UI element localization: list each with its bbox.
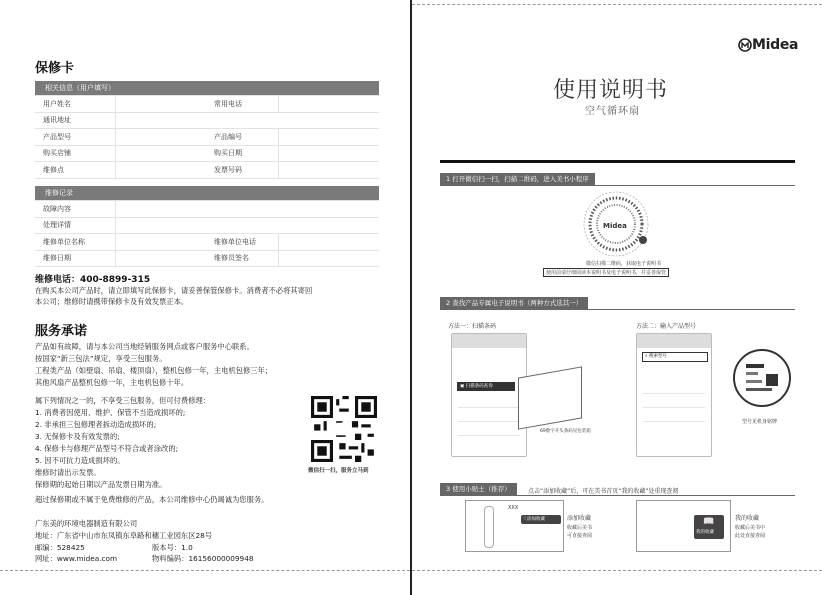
field-label: 用户姓名 bbox=[35, 96, 116, 113]
service-line: 产品如有故障，请与本公司当地经销服务网点或客户服务中心联系。 bbox=[35, 342, 254, 351]
method-1-label: 方法一：扫描条码 bbox=[448, 323, 497, 330]
my-favorites-title: 我的收藏 bbox=[735, 515, 760, 522]
list-item[interactable] bbox=[643, 384, 705, 394]
brand-name: Midea bbox=[752, 37, 799, 53]
add-favorite-note: 可直接查阅 bbox=[567, 533, 593, 539]
field-value[interactable] bbox=[116, 96, 207, 113]
field-value[interactable] bbox=[279, 162, 380, 179]
field-label: 处理详情 bbox=[35, 217, 116, 234]
website: 网址：www.midea.com bbox=[35, 554, 118, 563]
field-label: 故障内容 bbox=[35, 201, 116, 218]
list-item[interactable] bbox=[458, 398, 520, 408]
warranty-page bbox=[0, 0, 410, 595]
field-label: 维修单位名称 bbox=[35, 234, 116, 251]
step-2-label: 2 查找产品专属电子说明书（两种方式选其一） bbox=[440, 297, 588, 309]
repair-record-table bbox=[35, 186, 379, 267]
step-3-text: 点击“添加收藏”后，可在美书首页“我的收藏”处重现查阅 bbox=[528, 488, 679, 495]
hotline-note-2: 本公司；维修时请携带保修卡及有效发票正本。 bbox=[35, 297, 189, 306]
field-label: 维修单位电话 bbox=[206, 234, 279, 251]
field-value[interactable] bbox=[116, 162, 207, 179]
method-2-label: 方法二：输入产品型号 bbox=[636, 323, 697, 330]
model-caption: 型号见机身铭牌 bbox=[742, 419, 778, 425]
add-favorite-title: 添加收藏 bbox=[567, 515, 592, 522]
field-value[interactable] bbox=[116, 217, 380, 234]
field-value[interactable] bbox=[279, 129, 380, 146]
nameplate-magnifier-icon bbox=[732, 348, 792, 408]
field-value[interactable] bbox=[116, 250, 207, 267]
field-value[interactable] bbox=[116, 234, 207, 251]
field-value[interactable] bbox=[279, 250, 380, 267]
exclusion-line: 维修时请出示发票。 bbox=[35, 468, 101, 477]
table-row bbox=[35, 129, 379, 146]
my-favorites-button-label: 我的收藏 bbox=[696, 530, 714, 535]
step-1-notice: 使用前请仔细阅读本说明书及电子说明书，并妥善保管 bbox=[543, 268, 669, 277]
fan-illustration bbox=[484, 506, 494, 548]
section-divider bbox=[440, 160, 795, 163]
user-info-table bbox=[35, 81, 379, 179]
barcode-caption: 69数字开头条码见包装箱 bbox=[540, 429, 591, 434]
qr-caption: 微信扫一扫，服务立马到 bbox=[308, 468, 369, 474]
field-label: 购买店铺 bbox=[35, 145, 116, 162]
top-cut-line bbox=[412, 4, 822, 5]
info-header: 相关信息（用户填写） bbox=[35, 81, 379, 96]
search-icon: ⌕ bbox=[645, 354, 649, 359]
company-name: 广东美的环境电器制造有限公司 bbox=[35, 519, 138, 528]
service-hotline: 维修电话：400-8899-315 bbox=[35, 275, 151, 285]
my-favorites-mockup bbox=[636, 500, 731, 552]
field-label: 通讯地址 bbox=[35, 112, 116, 129]
my-favorites-button[interactable] bbox=[694, 515, 724, 539]
phone-mockup-scan bbox=[451, 333, 527, 457]
list-item[interactable] bbox=[458, 426, 520, 436]
field-label: 发票号码 bbox=[206, 162, 279, 179]
exclusion-line: 保修期的起始日期以产品发票日期为准。 bbox=[35, 480, 167, 489]
table-row bbox=[35, 162, 379, 179]
model-search-input[interactable] bbox=[642, 352, 708, 362]
exclusion-line: 3. 无保修卡及有效发票的; bbox=[35, 432, 120, 441]
step-1-caption: 微信扫描二维码，获取电子说明书 bbox=[586, 261, 662, 267]
field-value[interactable] bbox=[116, 145, 207, 162]
company-address: 地址：广东省中山市东凤镇东阜路和穗工业园东区28号 bbox=[35, 531, 213, 540]
bottom-cut-line bbox=[0, 570, 410, 571]
field-label: 维修员签名 bbox=[206, 250, 279, 267]
step-rule bbox=[440, 495, 795, 496]
step-3-label: 3 使用小贴士（推荐） bbox=[440, 483, 517, 495]
table-row bbox=[35, 234, 379, 251]
scan-barcode-button[interactable] bbox=[457, 382, 515, 391]
list-item[interactable] bbox=[643, 398, 705, 408]
exclusion-line: 2. 非承担三包修理者拆动造成损坏的; bbox=[35, 420, 157, 429]
exclusion-line: 属下列情况之一的，不享受三包服务，但可付费修理： bbox=[35, 396, 211, 405]
warranty-title: 保修卡 bbox=[35, 61, 75, 76]
field-label: 维修日期 bbox=[35, 250, 116, 267]
exclusion-line: 1. 消费者因使用、维护、保管不当造成损坏的; bbox=[35, 408, 186, 417]
product-name: XXX bbox=[508, 505, 519, 511]
table-row bbox=[35, 217, 379, 234]
field-value[interactable] bbox=[116, 129, 207, 146]
table-row bbox=[35, 96, 379, 113]
service-title: 服务承诺 bbox=[35, 324, 88, 339]
step-rule bbox=[440, 185, 795, 186]
table-row bbox=[35, 201, 379, 218]
field-value[interactable] bbox=[279, 96, 380, 113]
add-favorite-button-label: 添加收藏 bbox=[527, 517, 546, 522]
version-number: 版本号：1.0 bbox=[152, 543, 193, 552]
heart-icon: ♡ bbox=[523, 517, 528, 522]
exclusion-line: 超过保修期或不属于免费维修的产品，本公司维修中心仍竭诚为您服务。 bbox=[35, 495, 269, 504]
service-qr-code bbox=[311, 396, 377, 462]
add-favorite-button[interactable] bbox=[521, 515, 561, 524]
field-label: 产品编号 bbox=[206, 129, 279, 146]
field-label: 产品型号 bbox=[35, 129, 116, 146]
field-value[interactable] bbox=[116, 112, 380, 129]
service-line: 其他风扇产品整机包修一年，主电机包修十年。 bbox=[35, 378, 189, 387]
add-favorite-note: 收藏后美书 bbox=[567, 525, 593, 531]
field-label: 维修点 bbox=[35, 162, 116, 179]
scan-icon: ▣ bbox=[460, 384, 466, 389]
step-rule bbox=[440, 309, 795, 310]
midea-logo-icon bbox=[738, 38, 752, 52]
table-row bbox=[35, 112, 379, 129]
material-code: 物料编码：16156000009948 bbox=[152, 554, 254, 563]
field-label: 常用电话 bbox=[206, 96, 279, 113]
list-item[interactable] bbox=[458, 412, 520, 422]
table-row bbox=[35, 250, 379, 267]
field-label: 购买日期 bbox=[206, 145, 279, 162]
scan-button-label: 扫描条码查询 bbox=[465, 384, 493, 389]
service-line: 工程类产品（如壁扇、吊扇、楼顶扇），整机包修一年，主电机包修三年； bbox=[35, 366, 273, 375]
repair-header: 维修记录 bbox=[35, 186, 379, 201]
field-value[interactable] bbox=[279, 234, 380, 251]
qr-brand: Midea bbox=[603, 222, 627, 230]
table-row bbox=[35, 145, 379, 162]
my-favorites-note: 此处直接查阅 bbox=[735, 533, 766, 539]
postcode: 邮编：528425 bbox=[35, 543, 85, 552]
step-1-label: 1 打开微信扫一扫，扫描二维码，进入美书小程序 bbox=[440, 173, 595, 185]
exclusion-line: 5. 因不可抗力造成损坏的。 bbox=[35, 456, 125, 465]
list-item[interactable] bbox=[643, 412, 705, 422]
document-subtitle: 空气循环扇 bbox=[585, 106, 640, 117]
document-title: 使用说明书 bbox=[553, 78, 669, 103]
field-value[interactable] bbox=[116, 201, 380, 218]
search-placeholder: 搜索型号 bbox=[648, 354, 667, 359]
add-favorite-mockup bbox=[465, 500, 564, 552]
service-line: 按国家“新三包法”规定，享受三包服务。 bbox=[35, 354, 167, 363]
field-value[interactable] bbox=[279, 145, 380, 162]
phone-mockup-search bbox=[636, 333, 712, 457]
bottom-cut-line bbox=[412, 570, 822, 571]
hotline-note-1: 在购买本公司产品时，请立即填写此保修卡，请妥善保管保修卡。消费者不必将其寄回 bbox=[35, 286, 313, 295]
exclusion-line: 4. 保修卡与修理产品型号不符合或者涂改的; bbox=[35, 444, 179, 453]
book-icon: 📖 bbox=[703, 517, 715, 527]
my-favorites-note: 收藏后美书中 bbox=[735, 525, 766, 531]
